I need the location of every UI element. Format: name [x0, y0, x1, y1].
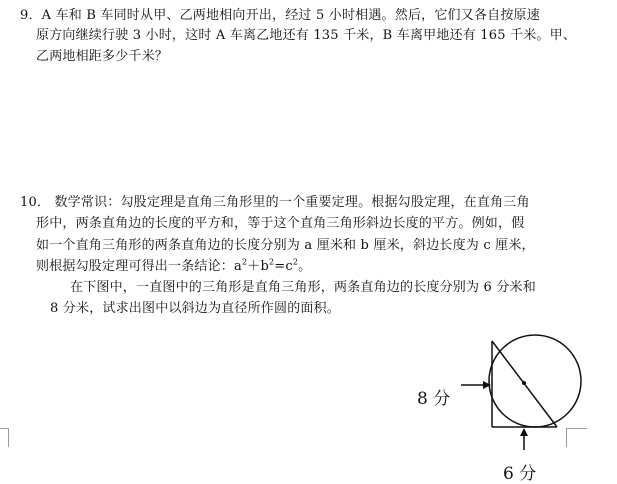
- formula-prefix: 则根据勾股定理可得出一条结论：: [36, 259, 235, 274]
- problem-10-task-line-1: 在下图中，一直图中的三角形是直角三角形，两条直角边的长度分别为 6 分米和: [70, 280, 536, 295]
- problem-9-line-2: 原方向继续行驶 3 小时，这时 A 车离乙地还有 135 千米，B 车离甲地还有 165 千米。甲、: [36, 28, 577, 43]
- problem-9-line-3: 乙两地相距多少千米？: [36, 49, 169, 64]
- figure-svg: [455, 325, 605, 480]
- formula-sup-c: 2: [292, 257, 299, 267]
- formula-end: 。: [298, 259, 312, 274]
- formula-eq-c: =c: [274, 259, 293, 274]
- formula-a: a: [234, 259, 242, 274]
- page-corner-mark-right: [566, 428, 587, 447]
- arrowhead-up: [520, 428, 528, 436]
- formula-plus-b: ＋b: [247, 259, 269, 274]
- circle-triangle-figure: [455, 325, 605, 480]
- problem-10-line-3: 如一个直角三角形的两条直角边的长度分别为 a 厘米和 b 厘米，斜边长度为 c 厘米，: [36, 238, 535, 253]
- circumcircle: [489, 335, 581, 427]
- formula-sup-a: 2: [241, 257, 248, 267]
- label-8-fen: 8 分: [417, 389, 451, 409]
- problem-10-line-1: 10． 数学常识：勾股定理是直角三角形里的一个重要定理。根据勾股定理，在直角三角: [20, 195, 530, 210]
- circle-center-dot: [522, 381, 526, 385]
- formula-sup-b: 2: [269, 257, 275, 267]
- problem-9-line-1: 9．A 车和 B 车同时从甲、乙两地相向开出，经过 5 小时相遇。然后，它们又各自按原速: [20, 8, 540, 23]
- problem-10-formula-line: [36, 259, 311, 275]
- page-corner-mark-left: [0, 428, 9, 447]
- problem-10-task-line-2: 8 分米，试求出图中以斜边为直径所作圆的面积。: [50, 301, 341, 316]
- problem-10-line-2: 形中，两条直角边的长度的平方和，等于这个直角三角形斜边长度的平方。例如，假: [36, 216, 525, 231]
- label-6-fen: 6 分: [503, 464, 537, 484]
